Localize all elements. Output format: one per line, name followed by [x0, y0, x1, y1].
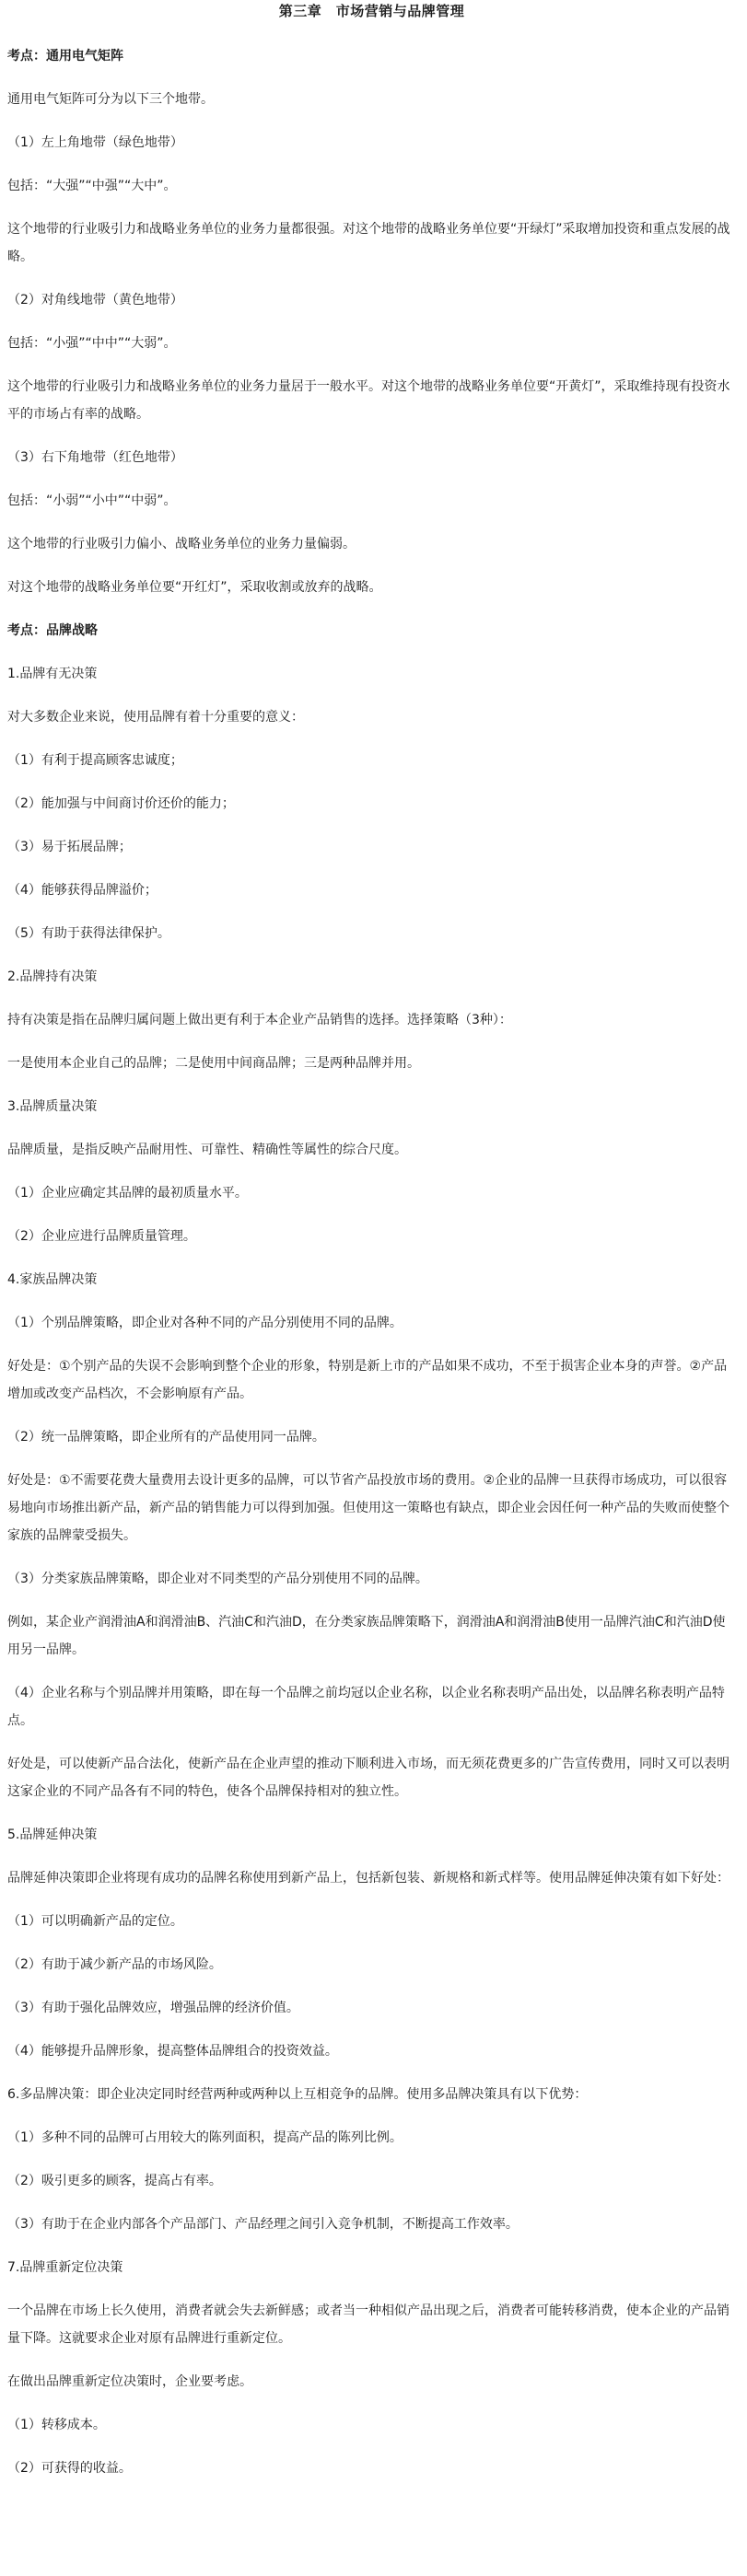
- paragraph: 对大多数企业来说，使用品牌有着十分重要的意义：: [7, 710, 304, 725]
- paragraph: 2.品牌持有决策: [7, 969, 98, 984]
- paragraph: （2）有助于减少新产品的市场风险。: [7, 1957, 222, 1972]
- paragraph: 品牌质量，是指反映产品耐用性、可靠性、精确性等属性的综合尺度。: [7, 1143, 407, 1157]
- paragraph: 好处是，可以使新产品合法化，使新产品在企业声望的推动下顺利进入市场，而无须花费更多的广告宣传费用，同时又可以表明这家企业的不同产品各有不同的特色，使各个品牌保持相对的独立性。: [7, 1757, 729, 1799]
- paragraph: 一个品牌在市场上长久使用，消费者就会失去新鲜感；或者当一种相似产品出现之后，消费者可能转移消费，使本企业的产品销量下降。这就要求企业对原有品牌进行重新定位。: [7, 2303, 729, 2346]
- paragraph: （3）分类家族品牌策略，即企业对不同类型的产品分别使用不同的品牌。: [7, 1572, 428, 1586]
- paragraph: （4）能够获得品牌溢价；: [7, 883, 158, 898]
- paragraph: （1）左上角地带（绿色地带）: [7, 135, 183, 150]
- paragraph: 3.品牌质量决策: [7, 1099, 98, 1114]
- paragraph: （4）能够提升品牌形象，提高整体品牌组合的投资效益。: [7, 2044, 338, 2059]
- paragraph: （1）企业应确定其品牌的最初质量水平。: [7, 1186, 248, 1201]
- paragraph: 好处是：①个别产品的失误不会影响到整个企业的形象，特别是新上市的产品如果不成功，不至于损害企业本身的声誉。②产品增加或改变产品档次，不会影响原有产品。: [7, 1359, 728, 1401]
- paragraph: （1）多种不同的品牌可占用较大的陈列面积，提高产品的陈列比例。: [7, 2130, 403, 2145]
- paragraph: 在做出品牌重新定位决策时，企业要考虑。: [7, 2374, 252, 2389]
- paragraph: 品牌延伸决策即企业将现有成功的品牌名称使用到新产品上，包括新包装、新规格和新式样等。使用品牌延伸决策有如下好处：: [7, 1871, 729, 1886]
- paragraph: （3）易于拓展品牌；: [7, 840, 132, 854]
- paragraph: 1.品牌有无决策: [7, 667, 98, 681]
- paragraph: 一是使用本企业自己的品牌；二是使用中间商品牌；三是两种品牌并用。: [7, 1056, 420, 1071]
- paragraph: （1）可以明确新产品的定位。: [7, 1914, 183, 1929]
- paragraph: （2）统一品牌策略，即企业所有的产品使用同一品牌。: [7, 1430, 325, 1445]
- paragraph: （2）可获得的收益。: [7, 2461, 132, 2476]
- paragraph: 这个地带的行业吸引力偏小、战略业务单位的业务力量偏弱。: [7, 537, 356, 551]
- paragraph: 4.家族品牌决策: [7, 1272, 98, 1287]
- paragraph: （1）转移成本。: [7, 2418, 106, 2432]
- document-body: [7, 42, 736, 2498]
- paragraph: （2）企业应进行品牌质量管理。: [7, 1229, 196, 1244]
- paragraph: 这个地带的行业吸引力和战略业务单位的业务力量居于一般水平。对这个地带的战略业务单位要“开黄灯”，采取维持现有投资水平的市场占有率的战略。: [7, 379, 730, 422]
- paragraph: 对这个地带的战略业务单位要“开红灯”，采取收割或放弃的战略。: [7, 580, 382, 595]
- paragraph: 5.品牌延伸决策: [7, 1828, 98, 1842]
- paragraph: 包括：“小强”“中中”“大弱”。: [7, 336, 177, 351]
- paragraph: （2）吸引更多的顾客，提高占有率。: [7, 2174, 222, 2188]
- paragraph: （1）个别品牌策略，即企业对各种不同的产品分别使用不同的品牌。: [7, 1316, 403, 1330]
- paragraph: （3）右下角地带（红色地带）: [7, 450, 183, 465]
- paragraph: （1）有利于提高顾客忠诚度；: [7, 753, 183, 768]
- paragraph: （5）有助于获得法律保护。: [7, 926, 170, 941]
- paragraph: 好处是：①不需要花费大量费用去设计更多的品牌，可以节省产品投放市场的费用。②企业的品牌一旦获得市场成功，可以很容易地向市场推出新产品，新产品的销售能力可以得到加强。但使用这一策略也有缺点，即企业会因任何一种产品的失败而使整个家族的品牌蒙受损失。: [7, 1473, 729, 1543]
- paragraph: （3）有助于强化品牌效应，增强品牌的经济价值。: [7, 2001, 299, 2015]
- paragraph: 通用电气矩阵可分为以下三个地带。: [7, 92, 214, 107]
- paragraph: 6.多品牌决策：即企业决定同时经营两种或两种以上互相竞争的品牌。使用多品牌决策具有以下优势：: [7, 2087, 588, 2102]
- paragraph: 包括：“大强”“中强”“大中”。: [7, 179, 177, 193]
- paragraph: 持有决策是指在品牌归属问题上做出更有利于本企业产品销售的选择。选择策略（3种）：: [7, 1013, 512, 1027]
- page-title: 第三章 市场营销与品牌管理: [278, 3, 465, 19]
- section-heading: 考点：品牌战略: [7, 623, 98, 638]
- paragraph: 例如，某企业产润滑油A和润滑油B、汽油C和汽油D，在分类家族品牌策略下，润滑油A和润滑油B使用一品牌汽油C和汽油D使用另一品牌。: [7, 1615, 726, 1657]
- paragraph: 7.品牌重新定位决策: [7, 2260, 123, 2275]
- paragraph: （3）有助于在企业内部各个产品部门、产品经理之间引入竞争机制，不断提高工作效率。: [7, 2217, 519, 2232]
- paragraph: 这个地带的行业吸引力和战略业务单位的业务力量都很强。对这个地带的战略业务单位要“开绿灯”采取增加投资和重点发展的战略。: [7, 222, 730, 264]
- paragraph: （4）企业名称与个别品牌并用策略，即在每一个品牌之前均冠以企业名称，以企业名称表明产品出处，以品牌名称表明产品特点。: [7, 1686, 725, 1728]
- paragraph: 包括：“小弱”“小中”“中弱”。: [7, 493, 177, 508]
- section-heading: 考点：通用电气矩阵: [7, 49, 123, 64]
- paragraph: （2）对角线地带（黄色地带）: [7, 293, 183, 307]
- paragraph: （2）能加强与中间商讨价还价的能力；: [7, 796, 235, 811]
